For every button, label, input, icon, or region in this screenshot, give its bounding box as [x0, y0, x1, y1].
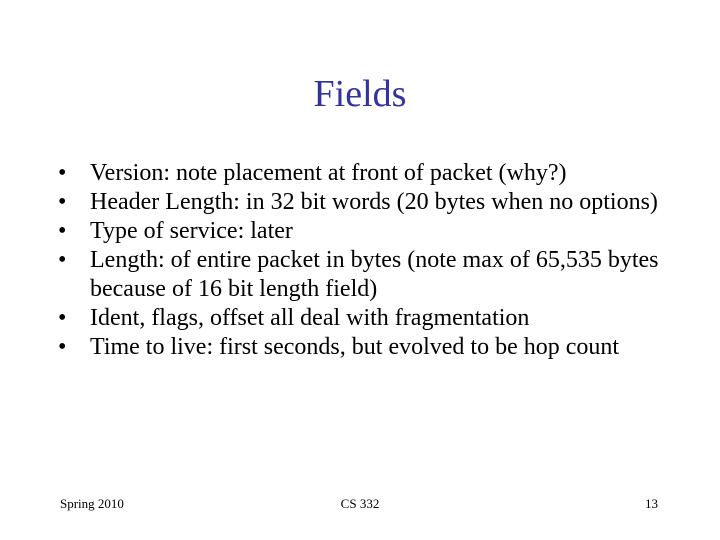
slide-title: Fields: [313, 73, 407, 115]
bullet-item-length: [58, 246, 678, 304]
bullet-text: Ident, flags, offset all deal with fragmentation: [90, 305, 530, 331]
bullet-marker: •: [58, 305, 67, 331]
bullet-text: Type of service: later: [90, 218, 293, 244]
bullet-list: [58, 159, 678, 362]
bullet-item-time-to-live: [58, 333, 678, 362]
footer-page-number: 13: [645, 496, 658, 511]
bullet-item-header-length: [58, 188, 678, 217]
bullet-item-type-of-service: [58, 217, 678, 246]
bullet-text: Time to live: first seconds, but evolved to be hop count: [90, 334, 620, 360]
bullet-marker: •: [58, 247, 67, 273]
bullet-marker: •: [58, 189, 67, 215]
bullet-marker: •: [58, 334, 67, 360]
bullet-text: Length: of entire packet in bytes (note max of 65,535 bytes because of 16 bit length field): [90, 247, 659, 302]
footer-date: Spring 2010: [60, 496, 124, 511]
bullet-item-fragmentation: [58, 304, 678, 333]
footer-course: CS 332: [340, 496, 380, 511]
bullet-text: Header Length: in 32 bit words (20 bytes when no options): [90, 189, 658, 215]
bullet-item-version: [58, 159, 678, 188]
bullet-text: Version: note placement at front of packet (why?): [90, 160, 567, 186]
bullet-marker: •: [58, 218, 67, 244]
bullet-marker: •: [58, 160, 67, 186]
